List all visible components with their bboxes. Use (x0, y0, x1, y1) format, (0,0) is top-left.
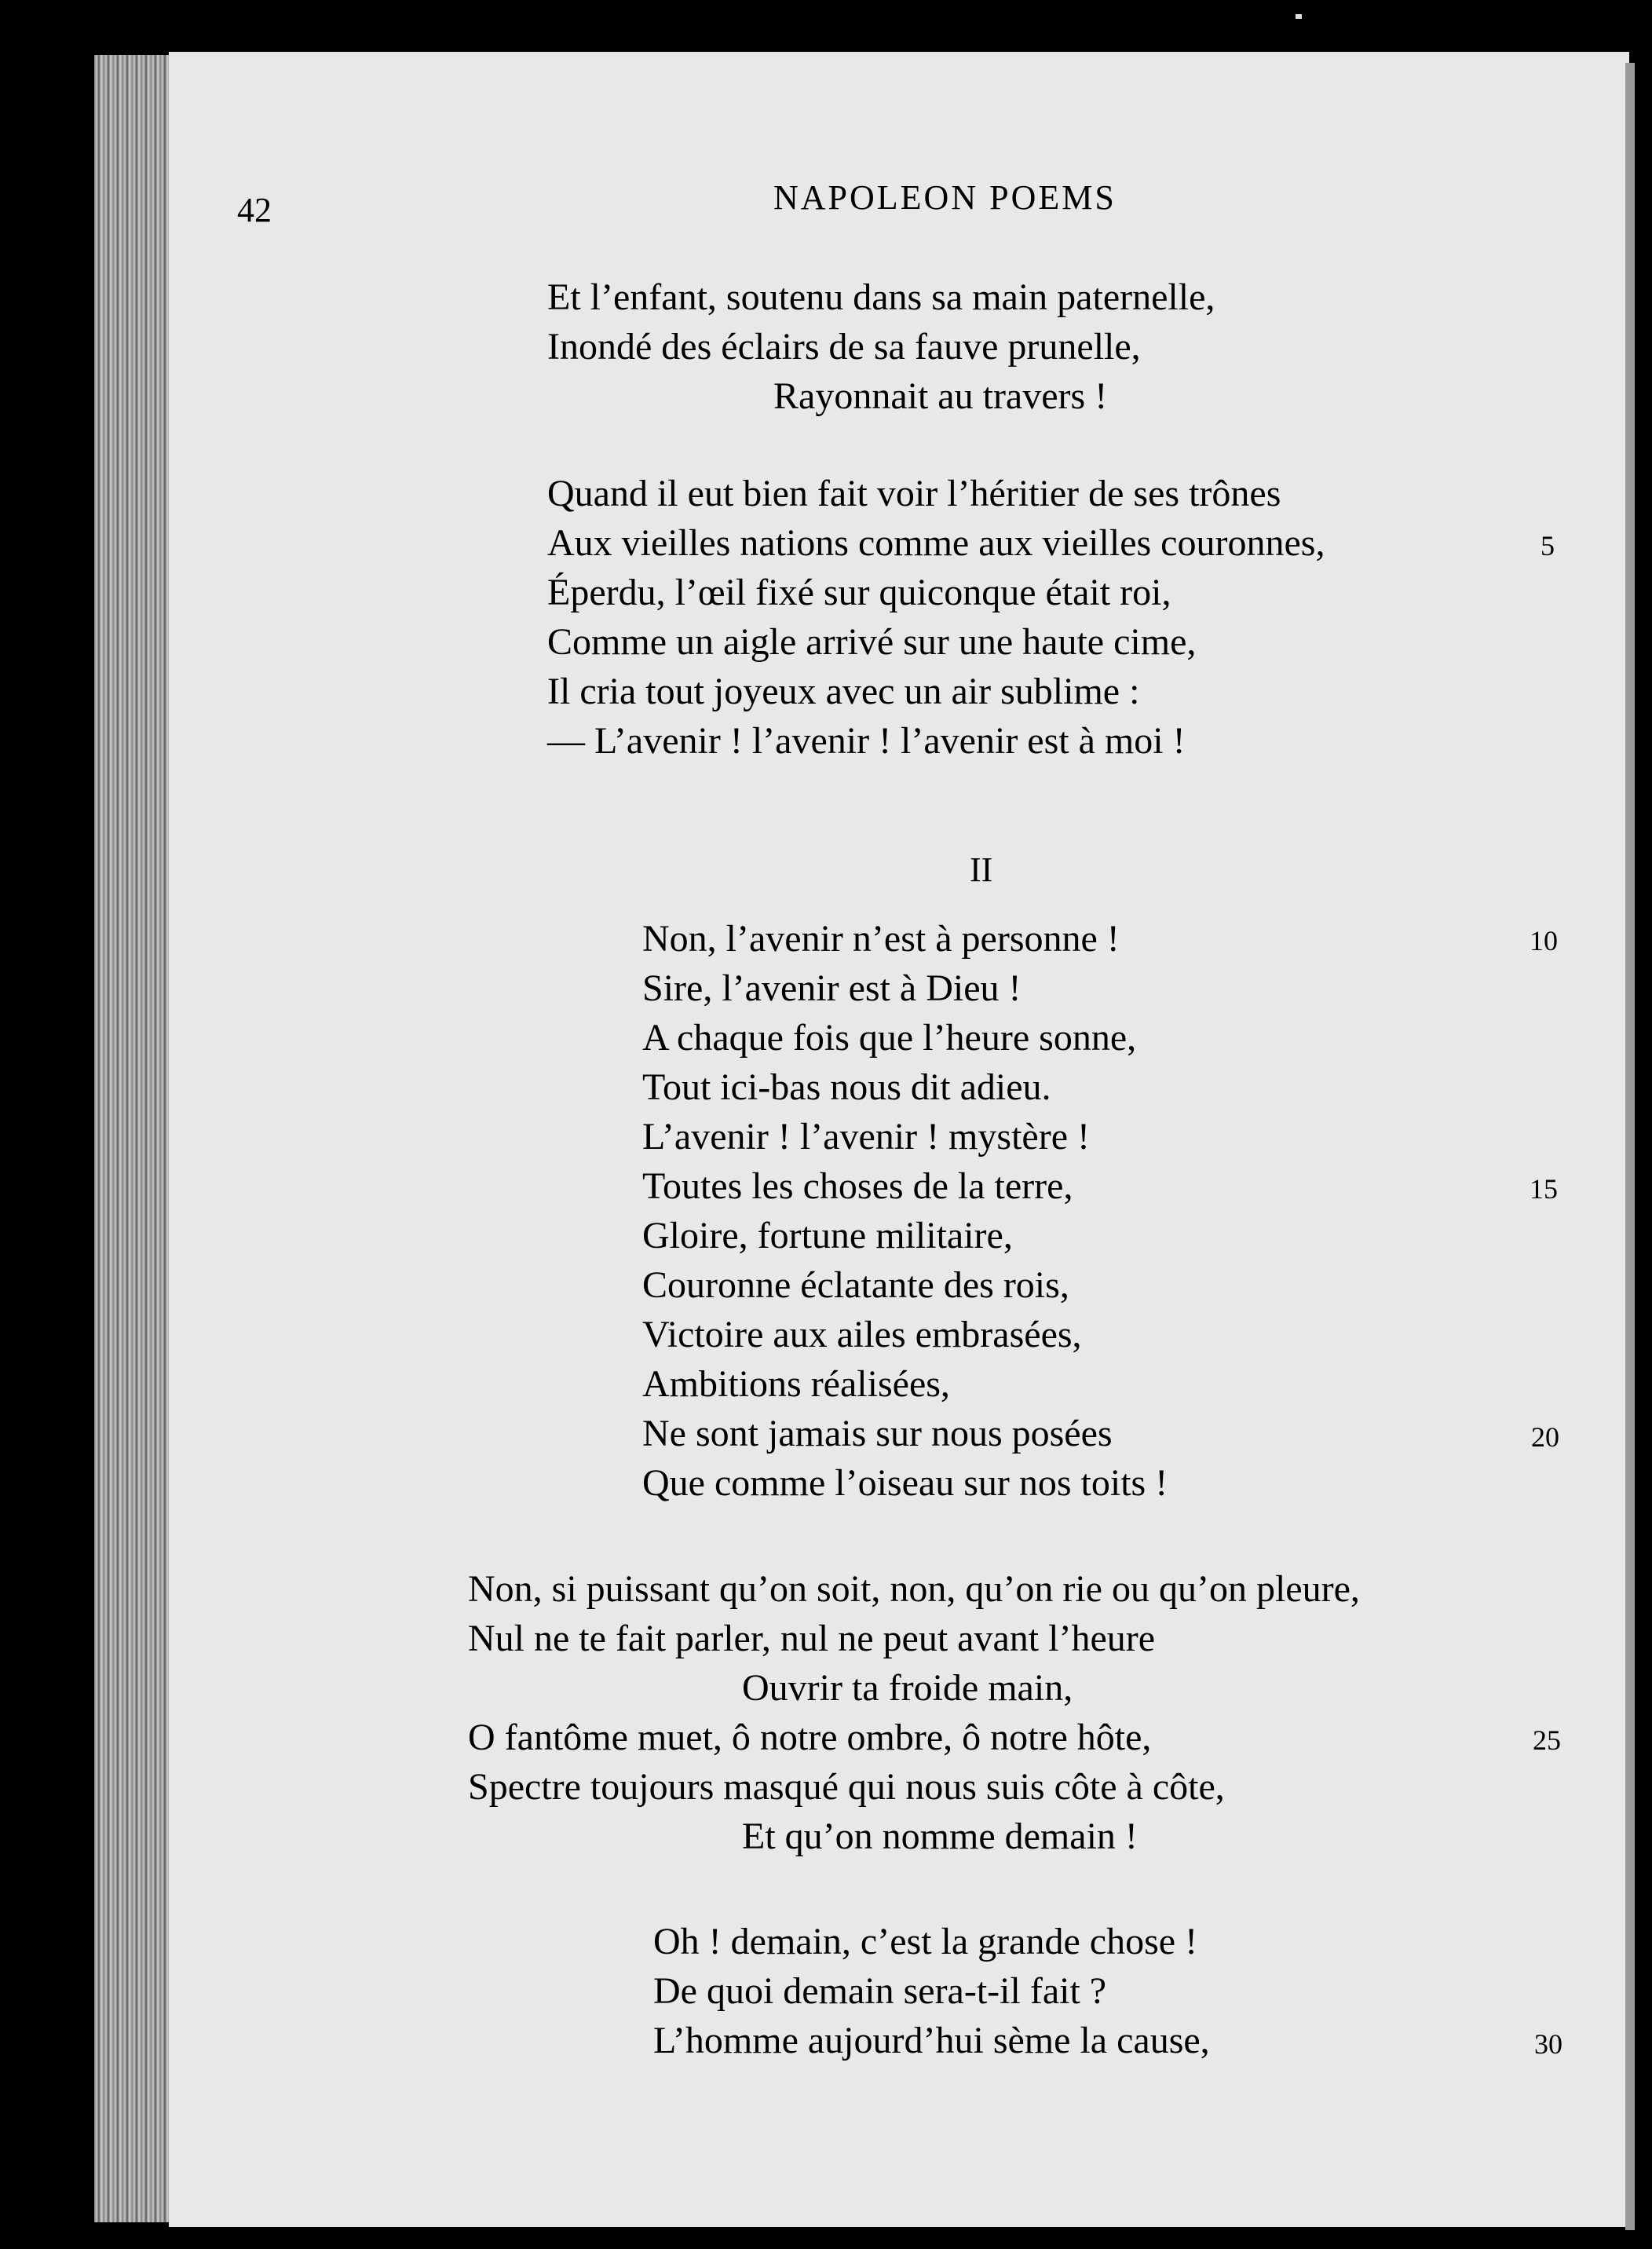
poem-line: — L’avenir ! l’avenir ! l’avenir est à moi ! (547, 720, 1186, 762)
poem-line: Non, si puissant qu’on soit, non, qu’on rie ou qu’on pleure, (468, 1568, 1360, 1610)
page-right-edge (1625, 63, 1635, 2230)
line-number: 5 (1541, 530, 1555, 561)
poem-line: Que comme l’oiseau sur nos toits ! (642, 1462, 1168, 1504)
poem-line: Rayonnait au travers ! (773, 375, 1108, 417)
poem-line: O fantôme muet, ô notre ombre, ô notre hôte, (468, 1717, 1152, 1758)
page-number: 42 (237, 191, 272, 229)
poem-line: Éperdu, l’œil fixé sur quiconque était roi, (547, 572, 1171, 613)
poem-line: Inondé des éclairs de sa fauve prunelle, (547, 326, 1141, 368)
poem-line: Toutes les choses de la terre, (642, 1165, 1073, 1207)
line-number: 10 (1530, 925, 1558, 956)
poem-line: Quand il eut bien fait voir l’héritier de ses trônes (547, 473, 1281, 514)
poem-line: De quoi demain sera-t-il fait ? (653, 1970, 1107, 2012)
poem-line: Nul ne te fait parler, nul ne peut avant l’heure (468, 1618, 1156, 1659)
poem-line: Il cria tout joyeux avec un air sublime : (547, 671, 1140, 712)
line-number: 15 (1530, 1173, 1558, 1205)
poem-line: Ne sont jamais sur nous posées (642, 1413, 1113, 1454)
poem-line: Spectre toujours masqué qui nous suis côte à côte, (468, 1766, 1225, 1808)
line-number: 25 (1533, 1724, 1561, 1756)
poem-line: Couronne éclatante des rois, (642, 1264, 1069, 1306)
poem-line: Comme un aigle arrivé sur une haute cime, (547, 621, 1197, 663)
poem-line: Oh ! demain, c’est la grande chose ! (653, 1921, 1198, 1962)
running-title: NAPOLEON POEMS (773, 178, 1117, 217)
line-number: 20 (1531, 1421, 1559, 1453)
poem-line: Ambitions réalisées, (642, 1363, 950, 1405)
poem-line: A chaque fois que l’heure sonne, (642, 1017, 1137, 1059)
poem-line: Et qu’on nomme demain ! (742, 1816, 1138, 1857)
poem-line: Aux vieilles nations comme aux vieilles couronnes, (547, 522, 1325, 564)
poem-line: Victoire aux ailes embrasées, (642, 1314, 1082, 1355)
section-numeral: II (970, 850, 993, 889)
poem-line: L’avenir ! l’avenir ! mystère ! (642, 1116, 1090, 1157)
poem-line: Tout ici-bas nous dit adieu. (642, 1066, 1051, 1108)
poem-line: Et l’enfant, soutenu dans sa main paternelle, (547, 276, 1215, 318)
poem-line: Non, l’avenir n’est à personne ! (642, 918, 1120, 960)
poem-line: Gloire, fortune militaire, (642, 1215, 1013, 1256)
poem-line: L’homme aujourd’hui sème la cause, (653, 2020, 1210, 2061)
poem-line: Ouvrir ta froide main, (742, 1667, 1073, 1709)
scan-speck (1296, 14, 1302, 19)
line-number: 30 (1534, 2028, 1562, 2060)
poem-line: Sire, l’avenir est à Dieu ! (642, 967, 1022, 1009)
